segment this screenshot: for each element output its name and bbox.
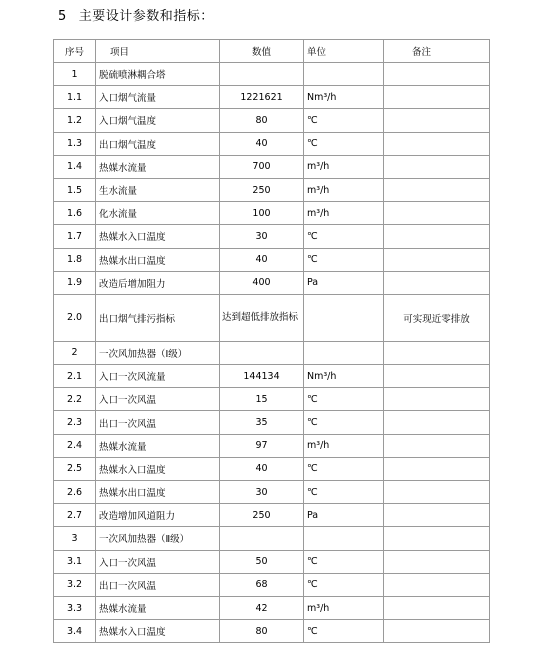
row-number-cell: 3.2: [54, 573, 96, 596]
row-value-cell: 700: [220, 155, 304, 178]
table-row: [54, 481, 490, 504]
row-number-cell: 2.2: [54, 388, 96, 411]
table-row: [54, 341, 490, 364]
row-item-cell: 热媒水流量: [96, 155, 220, 178]
row-unit-cell: ℃: [304, 248, 384, 271]
design-parameters-table: [53, 39, 490, 643]
row-value-cell: 100: [220, 202, 304, 225]
table-row: [54, 434, 490, 457]
row-value-cell: 40: [220, 457, 304, 480]
row-number-cell: 1.3: [54, 132, 96, 155]
row-unit-cell: ℃: [304, 550, 384, 573]
row-note-cell: [384, 527, 490, 550]
row-number-cell: 1.9: [54, 271, 96, 294]
row-value-cell: 达到超低排放指标: [220, 294, 304, 341]
row-unit-cell: ℃: [304, 225, 384, 248]
row-value-cell: 15: [220, 388, 304, 411]
row-item-cell: 热媒水入口温度: [96, 225, 220, 248]
row-number-cell: 2.0: [54, 294, 96, 341]
row-item-cell: 改造增加风道阻力: [96, 504, 220, 527]
row-item-cell: 热媒水流量: [96, 596, 220, 619]
section-number: 5: [58, 9, 67, 24]
row-unit-cell: ℃: [304, 573, 384, 596]
row-note-cell: [384, 63, 490, 86]
row-number-cell: 1.5: [54, 178, 96, 201]
table-row: [54, 596, 490, 619]
row-number-cell: 1: [54, 63, 96, 86]
row-note-cell: [384, 109, 490, 132]
row-number-cell: 1.1: [54, 86, 96, 109]
row-value-cell: 250: [220, 504, 304, 527]
row-item-cell: 出口烟气排污指标: [96, 294, 220, 341]
row-unit-cell: [304, 527, 384, 550]
row-note-cell: [384, 271, 490, 294]
table-row: [54, 155, 490, 178]
row-unit-cell: ℃: [304, 411, 384, 434]
row-item-cell: 一次风加热器（Ⅰ级）: [96, 341, 220, 364]
table-row: [54, 225, 490, 248]
row-note-cell: 可实现近零排放: [384, 294, 490, 341]
row-value-cell: 50: [220, 550, 304, 573]
row-number-cell: 3.4: [54, 620, 96, 643]
row-value-cell: [220, 63, 304, 86]
row-item-cell: 热媒水入口温度: [96, 620, 220, 643]
table-row: [54, 248, 490, 271]
row-value-cell: 40: [220, 132, 304, 155]
row-item-cell: 改造后增加阻力: [96, 271, 220, 294]
table-row: [54, 271, 490, 294]
table-row: [54, 504, 490, 527]
header-item: 项目: [96, 40, 220, 63]
row-item-cell: 出口一次风温: [96, 411, 220, 434]
table-row: [54, 411, 490, 434]
row-note-cell: [384, 434, 490, 457]
row-item-cell: 热媒水流量: [96, 434, 220, 457]
row-value-cell: [220, 341, 304, 364]
header-unit: 单位: [304, 40, 384, 63]
row-number-cell: 3.3: [54, 596, 96, 619]
row-note-cell: [384, 457, 490, 480]
row-item-cell: 脱硫喷淋耦合塔: [96, 63, 220, 86]
table-row: [54, 63, 490, 86]
row-value-cell: 250: [220, 178, 304, 201]
row-note-cell: [384, 620, 490, 643]
table-row: [54, 202, 490, 225]
row-number-cell: 2.4: [54, 434, 96, 457]
section-heading: [58, 6, 214, 28]
row-note-cell: [384, 411, 490, 434]
row-number-cell: 2.3: [54, 411, 96, 434]
row-value-cell: 97: [220, 434, 304, 457]
row-value-cell: 1221621: [220, 86, 304, 109]
row-value-cell: 35: [220, 411, 304, 434]
row-item-cell: 热媒水出口温度: [96, 481, 220, 504]
row-note-cell: [384, 573, 490, 596]
row-unit-cell: ℃: [304, 620, 384, 643]
row-note-cell: [384, 388, 490, 411]
row-unit-cell: Pa: [304, 504, 384, 527]
row-item-cell: 生水流量: [96, 178, 220, 201]
table-row: [54, 132, 490, 155]
table-row: [54, 620, 490, 643]
row-unit-cell: Pa: [304, 271, 384, 294]
row-item-cell: 入口烟气流量: [96, 86, 220, 109]
row-unit-cell: m³/h: [304, 178, 384, 201]
row-unit-cell: ℃: [304, 109, 384, 132]
table-body: [54, 63, 490, 643]
row-number-cell: 3.1: [54, 550, 96, 573]
row-item-cell: 化水流量: [96, 202, 220, 225]
row-number-cell: 1.2: [54, 109, 96, 132]
row-value-cell: 80: [220, 620, 304, 643]
row-note-cell: [384, 132, 490, 155]
row-item-cell: 入口一次风流量: [96, 365, 220, 388]
row-unit-cell: m³/h: [304, 434, 384, 457]
row-value-cell: [220, 527, 304, 550]
row-value-cell: 144134: [220, 365, 304, 388]
row-number-cell: 2.6: [54, 481, 96, 504]
row-number-cell: 3: [54, 527, 96, 550]
row-note-cell: [384, 202, 490, 225]
row-item-cell: 热媒水出口温度: [96, 248, 220, 271]
row-number-cell: 2: [54, 341, 96, 364]
table-row: [54, 109, 490, 132]
row-note-cell: [384, 248, 490, 271]
table-row: [54, 527, 490, 550]
row-number-cell: 2.7: [54, 504, 96, 527]
table-row: [54, 550, 490, 573]
row-value-cell: 80: [220, 109, 304, 132]
row-value-cell: 42: [220, 596, 304, 619]
row-unit-cell: ℃: [304, 132, 384, 155]
row-item-cell: 入口烟气温度: [96, 109, 220, 132]
row-note-cell: [384, 155, 490, 178]
row-unit-cell: m³/h: [304, 155, 384, 178]
row-unit-cell: Nm³/h: [304, 86, 384, 109]
row-unit-cell: ℃: [304, 481, 384, 504]
header-note: 备注: [384, 40, 490, 63]
row-unit-cell: [304, 341, 384, 364]
table-row: [54, 178, 490, 201]
row-value-cell: 40: [220, 248, 304, 271]
row-note-cell: [384, 365, 490, 388]
row-value-cell: 30: [220, 225, 304, 248]
row-item-cell: 热媒水入口温度: [96, 457, 220, 480]
row-value-cell: 68: [220, 573, 304, 596]
table-row: [54, 573, 490, 596]
row-note-cell: [384, 504, 490, 527]
table-header-row: [54, 40, 490, 63]
row-number-cell: 1.4: [54, 155, 96, 178]
row-unit-cell: m³/h: [304, 596, 384, 619]
row-unit-cell: Nm³/h: [304, 365, 384, 388]
row-note-cell: [384, 596, 490, 619]
row-number-cell: 1.8: [54, 248, 96, 271]
row-item-cell: 入口一次风温: [96, 388, 220, 411]
header-value: 数值: [220, 40, 304, 63]
row-unit-cell: m³/h: [304, 202, 384, 225]
table-row: [54, 388, 490, 411]
table-row: [54, 457, 490, 480]
row-unit-cell: ℃: [304, 388, 384, 411]
row-note-cell: [384, 550, 490, 573]
row-note-cell: [384, 178, 490, 201]
row-item-cell: 一次风加热器（Ⅱ级）: [96, 527, 220, 550]
header-no: 序号: [54, 40, 96, 63]
row-number-cell: 1.7: [54, 225, 96, 248]
table-row: [54, 294, 490, 341]
row-unit-cell: ℃: [304, 457, 384, 480]
row-value-cell: 30: [220, 481, 304, 504]
section-title: 主要设计参数和指标：: [78, 9, 214, 24]
row-item-cell: 出口烟气温度: [96, 132, 220, 155]
row-number-cell: 2.5: [54, 457, 96, 480]
row-number-cell: 2.1: [54, 365, 96, 388]
row-item-cell: 入口一次风温: [96, 550, 220, 573]
row-note-cell: [384, 225, 490, 248]
row-item-cell: 出口一次风温: [96, 573, 220, 596]
row-note-cell: [384, 481, 490, 504]
row-number-cell: 1.6: [54, 202, 96, 225]
table-row: [54, 365, 490, 388]
row-note-cell: [384, 86, 490, 109]
table-row: [54, 86, 490, 109]
row-unit-cell: [304, 294, 384, 341]
row-value-cell: 400: [220, 271, 304, 294]
row-unit-cell: [304, 63, 384, 86]
row-note-cell: [384, 341, 490, 364]
